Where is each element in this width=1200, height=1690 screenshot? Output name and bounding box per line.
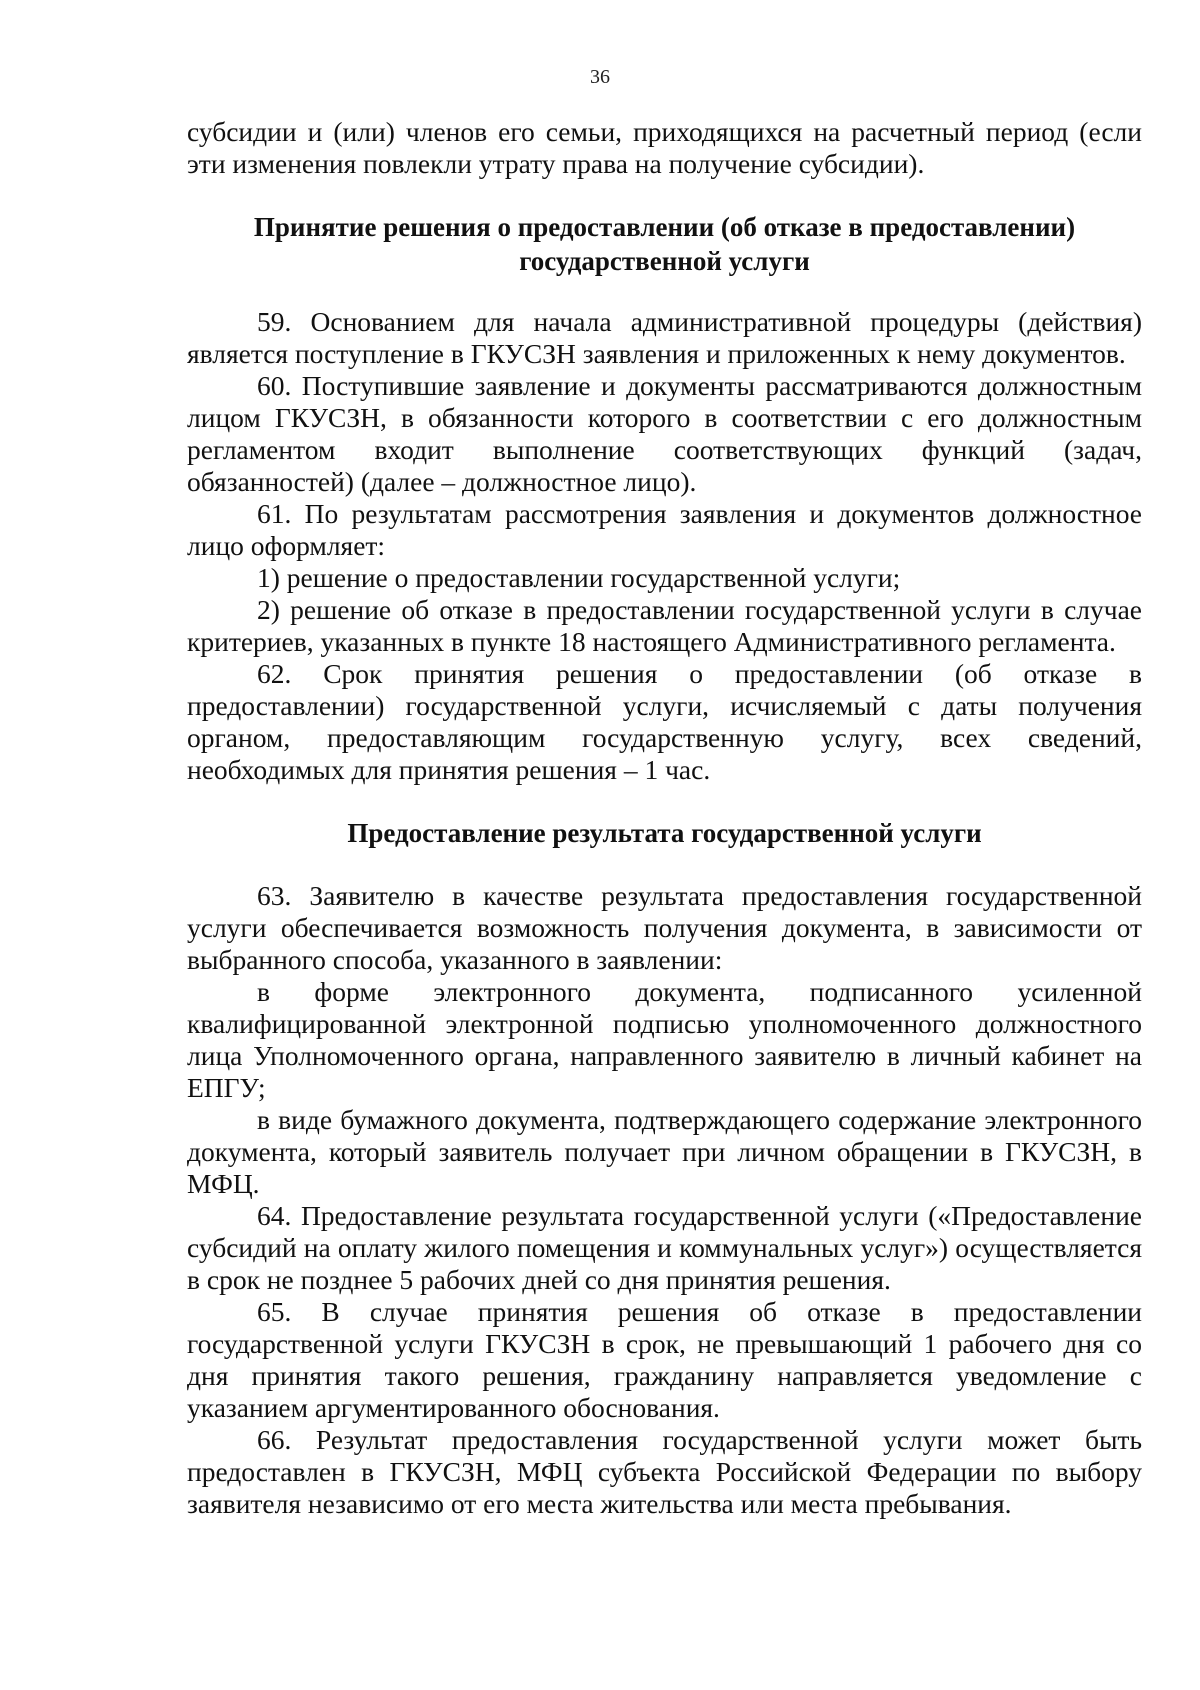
paragraph-63-electronic: в форме электронного документа, подписанного усиленной квалифицированной электронной подписью уполномоченного должностного лица Уполномоченного органа, направленного заявителю в личный кабинет на ЕПГУ;: [187, 976, 1142, 1103]
paragraph-63-paper: в виде бумажного документа, подтверждающего содержание электронного документа, который заявитель получает при личном обращении в ГКУСЗН, в МФЦ.: [187, 1104, 1142, 1199]
section-heading-line: Принятие решения о предоставлении (об отказе в предоставлении): [253, 212, 1076, 242]
paragraph-60: 60. Поступившие заявление и документы рассматриваются должностным лицом ГКУСЗН, в обязанности которого в соответствии с его должностным регламентом входит выполнение соответствующих функций (задач, обязанностей) (далее – должностное лицо).: [187, 370, 1142, 497]
page-number: 36: [590, 66, 610, 88]
section-heading-line: государственной услуги: [519, 246, 810, 276]
paragraph-62: 62. Срок принятия решения о предоставлении (об отказе в предоставлении) государственной услуги, исчисляемый с даты получения органом, предоставляющим государственную услугу, всех сведений, необходимых для принятия решения – 1 час.: [187, 658, 1142, 785]
paragraph-59: 59. Основанием для начала административной процедуры (действия) является поступление в ГКУСЗН заявления и приложенных к нему документов.: [187, 306, 1142, 369]
list-item-61-2: 2) решение об отказе в предоставлении государственной услуги в случае критериев, указанных в пункте 18 настоящего Административного регламента.: [187, 594, 1142, 657]
section-heading-result: Предоставление результата государственной услуги: [347, 818, 982, 848]
paragraph-65: 65. В случае принятия решения об отказе в предоставлении государственной услуги ГКУСЗН в срок, не превышающий 1 рабочего дня со дня принятия такого решения, гражданину направляется уведомление с указанием аргументированного обоснования.: [187, 1296, 1142, 1423]
page-body: [187, 116, 1142, 1520]
paragraph-63: 63. Заявителю в качестве результата предоставления государственной услуги обеспечивается возможность получения документа, в зависимости от выбранного способа, указанного в заявлении:: [187, 880, 1142, 975]
list-item-61-1: 1) решение о предоставлении государственной услуги;: [257, 562, 901, 593]
intro-paragraph: субсидии и (или) членов его семьи, приходящихся на расчетный период (если эти изменения повлекли утрату права на получение субсидии).: [187, 116, 1142, 179]
paragraph-66: 66. Результат предоставления государственной услуги может быть предоставлен в ГКУСЗН, МФЦ субъекта Российской Федерации по выбору заявителя независимо от его места жительства или места пребывания.: [187, 1424, 1142, 1519]
paragraph-64: 64. Предоставление результата государственной услуги («Предоставление субсидий на оплату жилого помещения и коммунальных услуг») осуществляется в срок не позднее 5 рабочих дней со дня принятия решения.: [187, 1200, 1142, 1295]
paragraph-61: 61. По результатам рассмотрения заявления и документов должностное лицо оформляет:: [187, 498, 1142, 561]
section-heading-decision: [187, 210, 1142, 278]
